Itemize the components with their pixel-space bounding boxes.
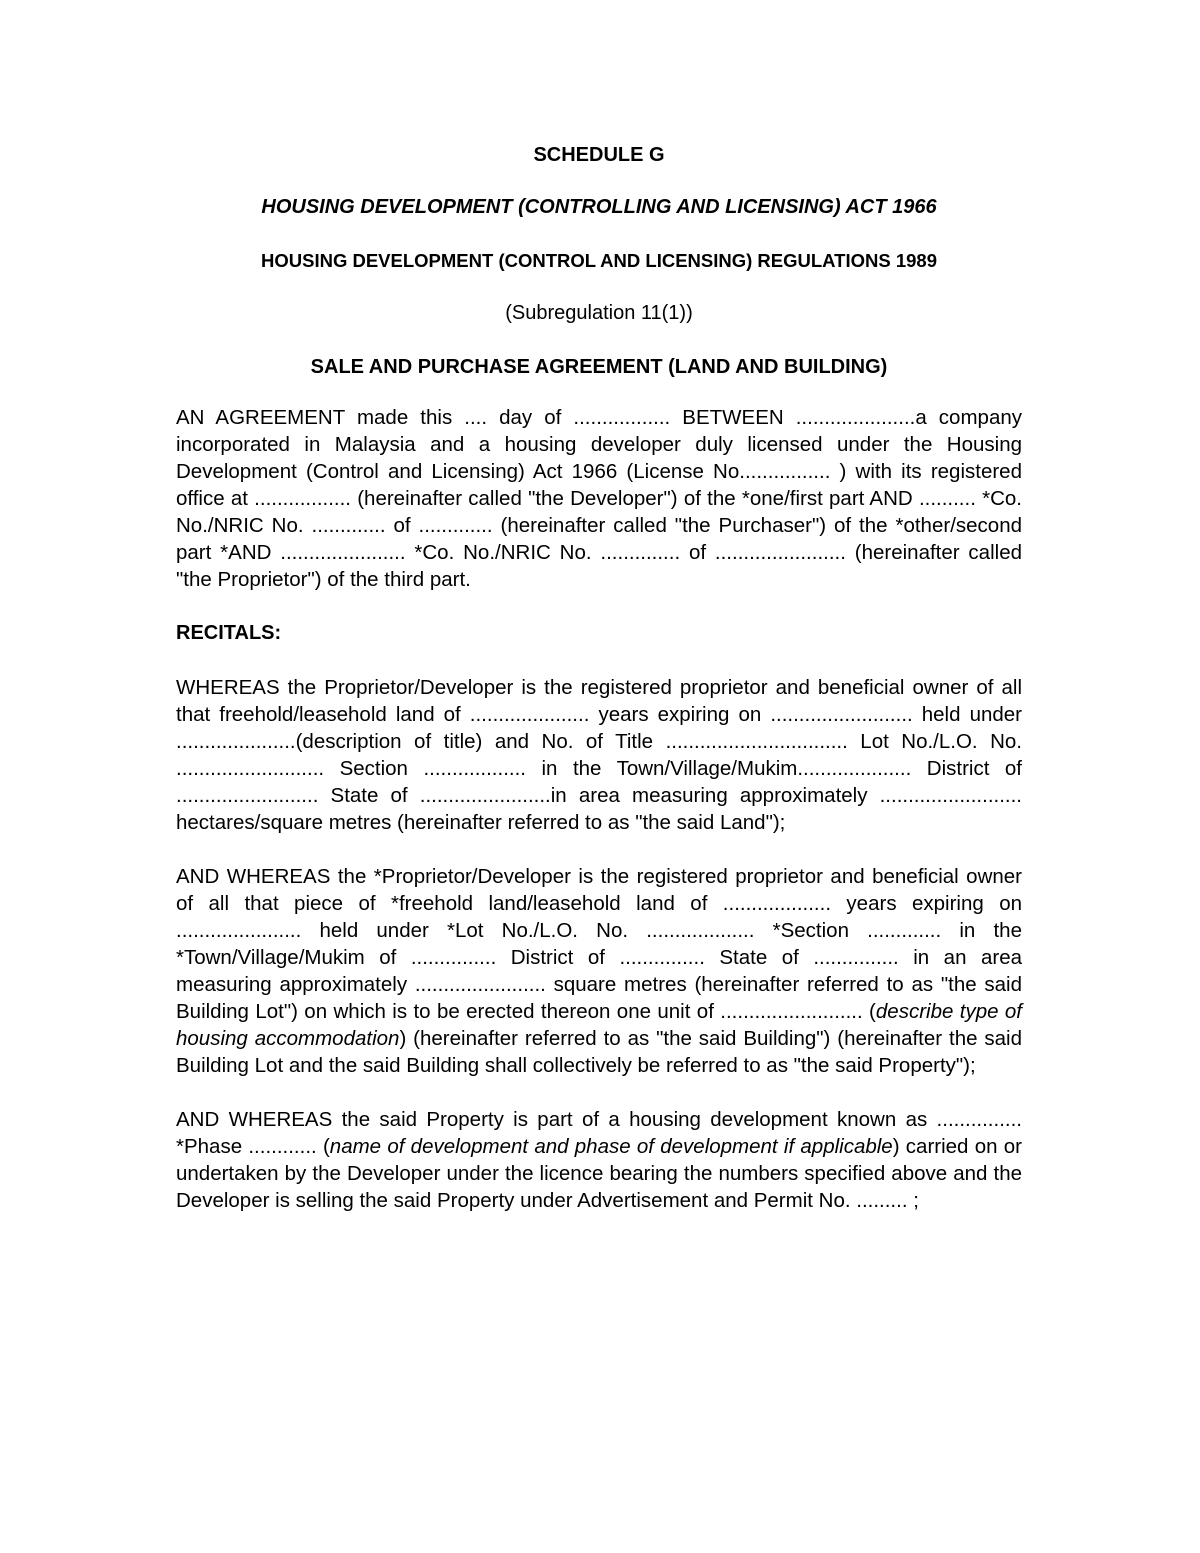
recital-3-text-a: AND WHEREAS the said Property is part of a housing development known as ............... *Phase ............ (: [176, 1108, 1022, 1158]
recital-paragraph-1: WHEREAS the Proprietor/Developer is the registered proprietor and beneficial owner of all that freehold/leasehold land of ..................... years expiring on ......................... held under .....................(description of title) and No. of Title ................................ Lot No./L.O. No. .......................... Section .................. in the Town/Village/Mukim.................... District of ......................... State of .......................in area measuring approximately ......................... hectares/square metres (hereinafter referred to as "the said Land");: [176, 676, 1022, 834]
recital-2-italic-note: describe type of housing accommodation: [176, 1000, 1022, 1050]
act-heading: HOUSING DEVELOPMENT (CONTROLLING AND LICENSING) ACT 1966: [261, 196, 937, 218]
recital-paragraph-2: [176, 863, 1022, 1079]
schedule-heading: SCHEDULE G: [533, 144, 665, 166]
recital-2-text-b: ) (hereinafter referred to as "the said Building") (hereinafter the said Building Lot and the said Building shall collectively be referred to as "the said Property");: [176, 1027, 1023, 1077]
recitals-heading: RECITALS:: [176, 622, 282, 644]
document-body: [176, 140, 1022, 1241]
subregulation-reference: (Subregulation 11(1)): [505, 302, 693, 324]
recital-paragraph-3: [176, 1106, 1022, 1214]
agreement-title: SALE AND PURCHASE AGREEMENT (LAND AND BUILDING): [310, 356, 888, 378]
recital-2-text-a: AND WHEREAS the *Proprietor/Developer is the registered proprietor and beneficial owner of all that piece of *freehold land/leasehold land of ................... years expiring on ...................... held under *Lot No./L.O. No. ................... *Section ............. in the *Town/Village/Mukim of ............... District of ............... State of ............... in an area measuring approximately ....................... square metres (hereinafter referred to as "the said Building Lot") on which is to be erected thereon one unit of ......................... (: [176, 865, 1022, 1023]
recital-3-text-b: ) carried on or undertaken by the Developer under the licence bearing the numbers specified above and the Developer is selling the said Property under Advertisement and Permit No. ......... ;: [176, 1135, 1023, 1212]
recital-3-italic-note: name of development and phase of development if applicable: [329, 1135, 893, 1158]
regulations-heading: HOUSING DEVELOPMENT (CONTROL AND LICENSING) REGULATIONS 1989: [261, 250, 937, 271]
agreement-preamble: AN AGREEMENT made this .... day of ................. BETWEEN .....................a company incorporated in Malaysia and a housing developer duly licensed under the Housing Development (Control and Licensing) Act 1966 (License No................ ) with its registered office at ................. (hereinafter called "the Developer") of the *one/first part AND .......... *Co. No./NRIC No. ............. of ............. (hereinafter called "the Purchaser") of the *other/second part *AND ...................... *Co. No./NRIC No. .............. of ....................... (hereinafter called "the Proprietor") of the third part.: [176, 406, 1022, 591]
